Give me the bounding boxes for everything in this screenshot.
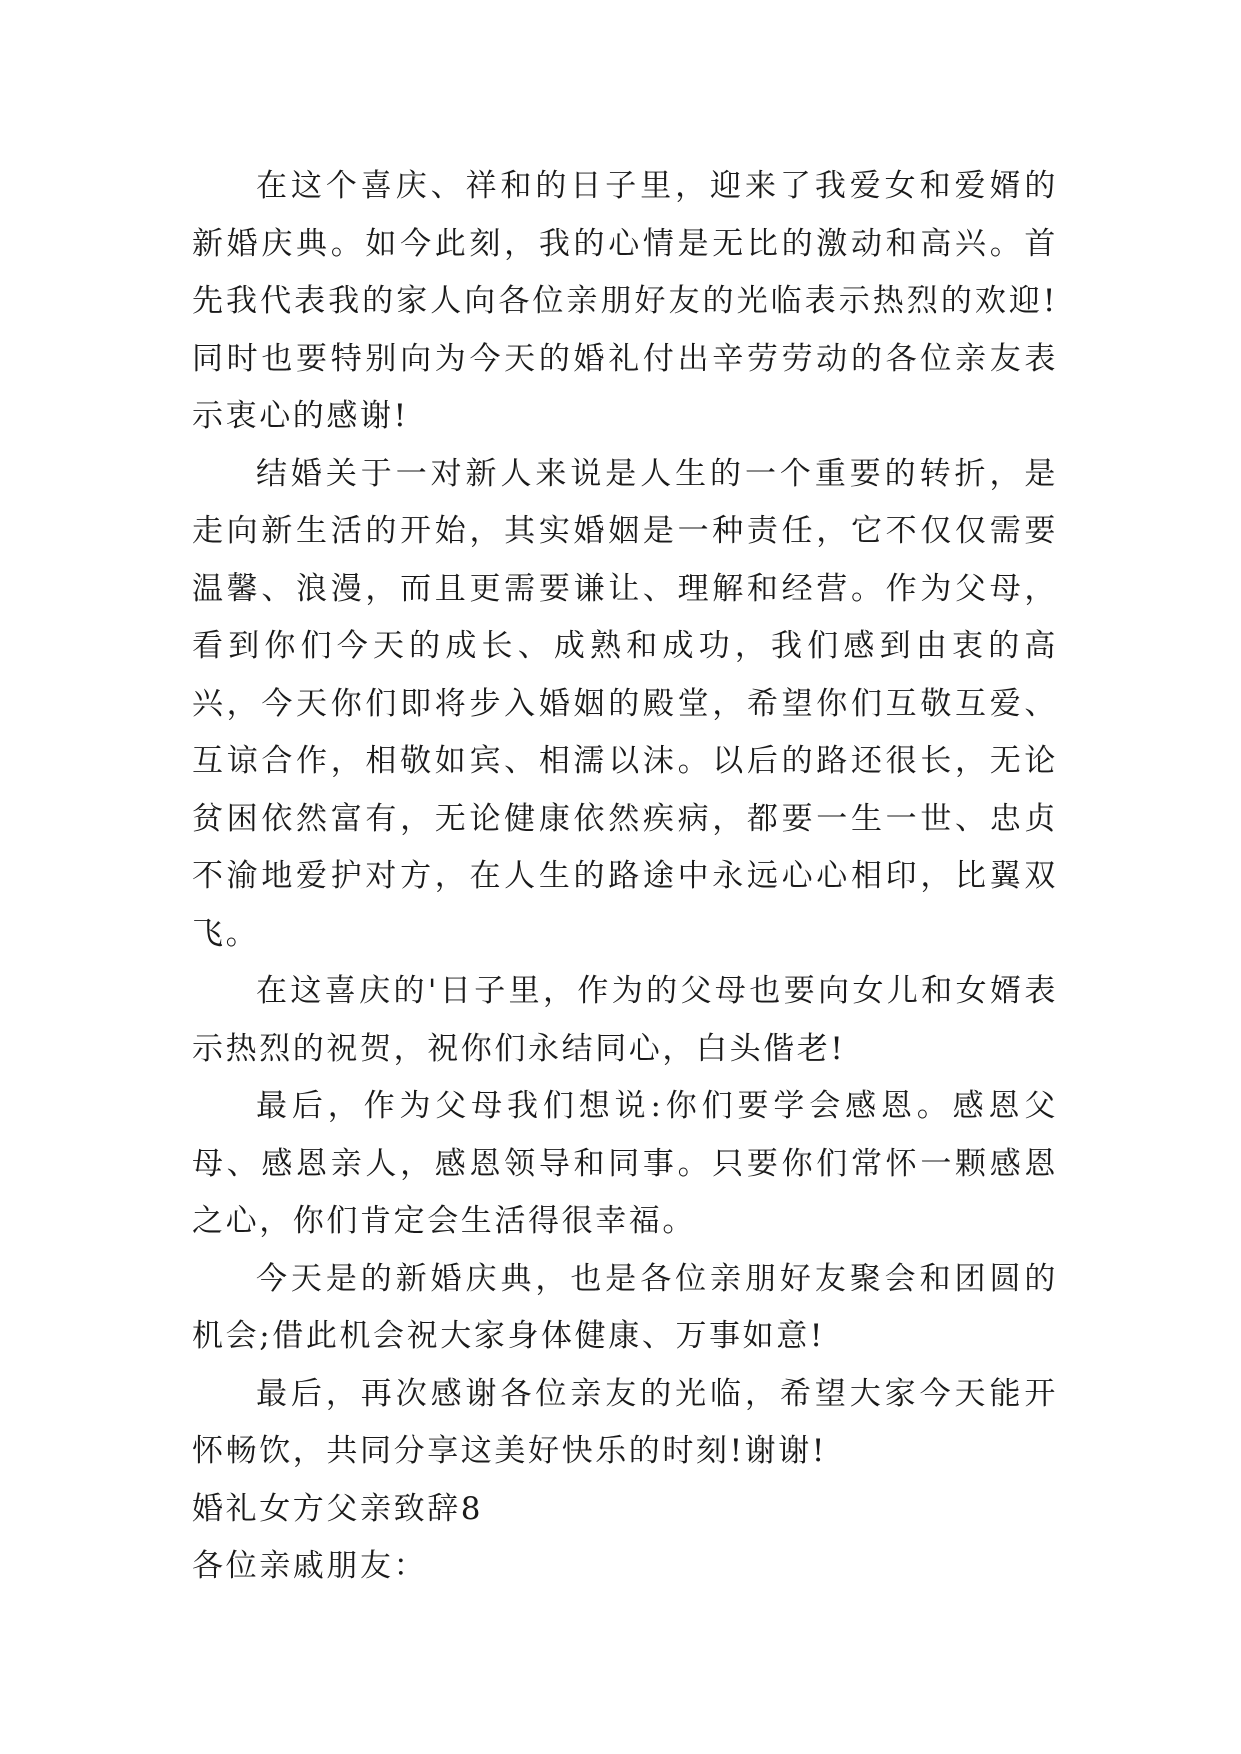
section-title: 婚礼女方父亲致辞8	[192, 1490, 484, 1527]
paragraph-1: 在这个喜庆、祥和的日子里，迎来了我爱女和爱婿的新婚庆典。如今此刻，我的心情是无比的激动和高兴。首先我代表我的家人向各位亲朋好友的光临表示热烈的欢迎!同时也要特别向为今天的婚礼付出辛劳劳动的各位亲友表示衷心的感谢!	[192, 168, 1058, 434]
paragraph-2: 结婚关于一对新人来说是人生的一个重要的转折，是走向新生活的开始，其实婚姻是一种责任，它不仅仅需要温馨、浪漫，而且更需要谦让、理解和经营。作为父母，看到你们今天的成长、成熟和成功，我们感到由衷的高兴，今天你们即将步入婚姻的殿堂，希望你们互敬互爱、互谅合作，相敬如宾、相濡以沫。以后的路还很长，无论贫困依然富有，无论健康依然疾病，都要一生一世、忠贞不渝地爱护对方，在人生的路途中永远心心相印，比翼双飞。	[192, 455, 1058, 952]
paragraph-6: 最后，再次感谢各位亲友的光临，希望大家今天能开怀畅饮，共同分享这美好快乐的时刻!谢谢!	[192, 1375, 1058, 1469]
salutation: 各位亲戚朋友：	[192, 1548, 428, 1584]
paragraph-4: 最后，作为父母我们想说:你们要学会感恩。感恩父母、感恩亲人，感恩领导和同事。只要你们常怀一颗感恩之心，你们肯定会生活得很幸福。	[192, 1088, 1058, 1239]
document-page	[192, 158, 1058, 1596]
paragraph-5: 今天是的新婚庆典，也是各位亲朋好友聚会和团圆的机会;借此机会祝大家身体健康、万事如意!	[192, 1260, 1058, 1354]
paragraph-3: 在这喜庆的'日子里，作为的父母也要向女儿和女婿表示热烈的祝贺，祝你们永结同心，白头偕老!	[192, 973, 1058, 1067]
